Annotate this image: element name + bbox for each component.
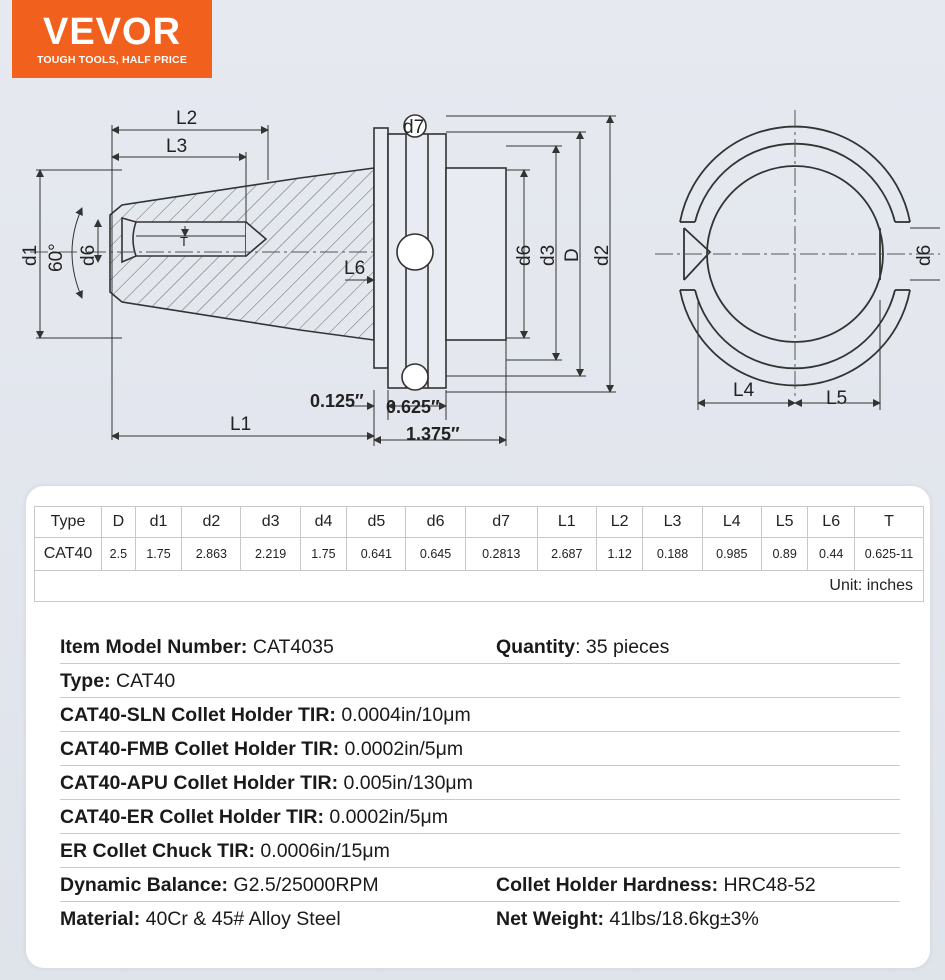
table-header-cell: L6 bbox=[808, 507, 855, 538]
label-d7: d7 bbox=[403, 117, 425, 138]
table-header-cell: d4 bbox=[300, 507, 347, 538]
table-header-cell: d1 bbox=[135, 507, 182, 538]
material-label: Material: bbox=[60, 908, 141, 930]
taper-body bbox=[110, 168, 374, 340]
label-1375: 1.375″ bbox=[406, 424, 460, 444]
label-angle: 60° bbox=[46, 243, 67, 272]
spec-line-model bbox=[60, 630, 900, 664]
table-cell: 0.645 bbox=[406, 538, 465, 571]
table-header-cell: Type bbox=[35, 507, 102, 538]
spec-line-type bbox=[60, 664, 900, 698]
table-header-cell: L3 bbox=[643, 507, 702, 538]
table-cell: 2.863 bbox=[182, 538, 241, 571]
balance-value: G2.5/25000RPM bbox=[228, 874, 379, 896]
table-cell: 0.2813 bbox=[465, 538, 537, 571]
spec-line-fmb bbox=[60, 732, 900, 766]
er-value: 0.0002in/5μm bbox=[323, 806, 448, 828]
spec-line-sln bbox=[60, 698, 900, 732]
table-header-row bbox=[35, 507, 924, 538]
table-cell: CAT40 bbox=[35, 538, 102, 571]
weight-label: Net Weight: bbox=[496, 908, 604, 930]
table-cell: 0.625-11 bbox=[855, 538, 924, 571]
brand-name: VEVOR bbox=[42, 11, 182, 53]
spec-line-balance bbox=[60, 868, 900, 902]
label-d2: d2 bbox=[592, 244, 613, 266]
spec-line-er bbox=[60, 800, 900, 834]
table-cell: 0.89 bbox=[761, 538, 808, 571]
sln-label: CAT40-SLN Collet Holder TIR: bbox=[60, 704, 336, 726]
hardness-value: HRC48-52 bbox=[718, 874, 816, 896]
brand-tagline: TOUGH TOOLS, HALF PRICE bbox=[36, 54, 188, 66]
table-header-cell: d3 bbox=[241, 507, 300, 538]
table-header-cell: L2 bbox=[596, 507, 643, 538]
label-d6-right: d6 bbox=[914, 244, 935, 266]
label-L2: L2 bbox=[176, 108, 198, 129]
label-d1: d1 bbox=[20, 244, 41, 266]
table-header-cell: T bbox=[855, 507, 924, 538]
flange bbox=[374, 115, 506, 390]
table-header-cell: d6 bbox=[406, 507, 465, 538]
label-L3: L3 bbox=[166, 136, 188, 157]
chuck-value: 0.0006in/15μm bbox=[255, 840, 390, 862]
label-d6-left: d6 bbox=[78, 244, 99, 266]
balance-label: Dynamic Balance: bbox=[60, 874, 228, 896]
table-header-cell: d7 bbox=[465, 507, 537, 538]
label-T: T bbox=[180, 234, 188, 249]
chuck-label: ER Collet Chuck TIR: bbox=[60, 840, 256, 862]
table-header-cell: L5 bbox=[761, 507, 808, 538]
type-label: Type: bbox=[60, 670, 111, 692]
label-0125: 0.125″ bbox=[310, 391, 364, 411]
label-D: D bbox=[562, 248, 583, 262]
table-cell: 1.12 bbox=[596, 538, 643, 571]
table-cell: 1.75 bbox=[135, 538, 182, 571]
label-0625: 0.625″ bbox=[386, 397, 440, 417]
table-cell: 2.219 bbox=[241, 538, 300, 571]
fmb-label: CAT40-FMB Collet Holder TIR: bbox=[60, 738, 340, 760]
table-header-cell: L1 bbox=[537, 507, 596, 538]
table-cell: 2.5 bbox=[102, 538, 136, 571]
table-header-cell: d2 bbox=[182, 507, 241, 538]
weight-value: 41lbs/18.6kg±3% bbox=[603, 908, 759, 930]
table-cell: 2.687 bbox=[537, 538, 596, 571]
table-header-cell: D bbox=[102, 507, 136, 538]
apu-value: 0.005in/130μm bbox=[338, 772, 473, 794]
spec-line-chuck bbox=[60, 834, 900, 868]
apu-label: CAT40-APU Collet Holder TIR: bbox=[60, 772, 339, 794]
er-label: CAT40-ER Collet Holder TIR: bbox=[60, 806, 324, 828]
spec-list bbox=[60, 630, 900, 936]
label-d3: d3 bbox=[538, 244, 559, 266]
item-model-value: CAT4035 bbox=[247, 636, 334, 658]
table-header-cell: L4 bbox=[702, 507, 761, 538]
label-L4: L4 bbox=[733, 380, 755, 401]
label-L5: L5 bbox=[826, 388, 848, 409]
table-unit-row bbox=[35, 571, 924, 602]
hardness-label: Collet Holder Hardness: bbox=[496, 874, 719, 896]
table-header-cell: d5 bbox=[347, 507, 406, 538]
dimension-table bbox=[34, 506, 924, 602]
spec-line-material bbox=[60, 902, 900, 936]
table-cell: 0.641 bbox=[347, 538, 406, 571]
table-cell: 0.188 bbox=[643, 538, 702, 571]
table-cell: 0.985 bbox=[702, 538, 761, 571]
label-d6-mid: d6 bbox=[514, 244, 535, 266]
label-L1: L1 bbox=[230, 414, 252, 435]
fmb-value: 0.0002in/5μm bbox=[339, 738, 464, 760]
label-L6: L6 bbox=[344, 258, 366, 279]
sln-value: 0.0004in/10μm bbox=[335, 704, 471, 726]
quantity-value: : 35 pieces bbox=[575, 636, 670, 658]
unit-label: Unit: inches bbox=[35, 571, 924, 602]
table-cell: 1.75 bbox=[300, 538, 347, 571]
type-value: CAT40 bbox=[110, 670, 176, 692]
item-model-label: Item Model Number: bbox=[60, 636, 248, 658]
quantity-label: Quantity bbox=[496, 636, 576, 658]
technical-drawing bbox=[0, 0, 945, 480]
spec-panel bbox=[26, 486, 930, 968]
table-row bbox=[35, 538, 924, 571]
table-cell: 0.44 bbox=[808, 538, 855, 571]
material-value: 40Cr & 45# Alloy Steel bbox=[140, 908, 341, 930]
spec-line-apu bbox=[60, 766, 900, 800]
